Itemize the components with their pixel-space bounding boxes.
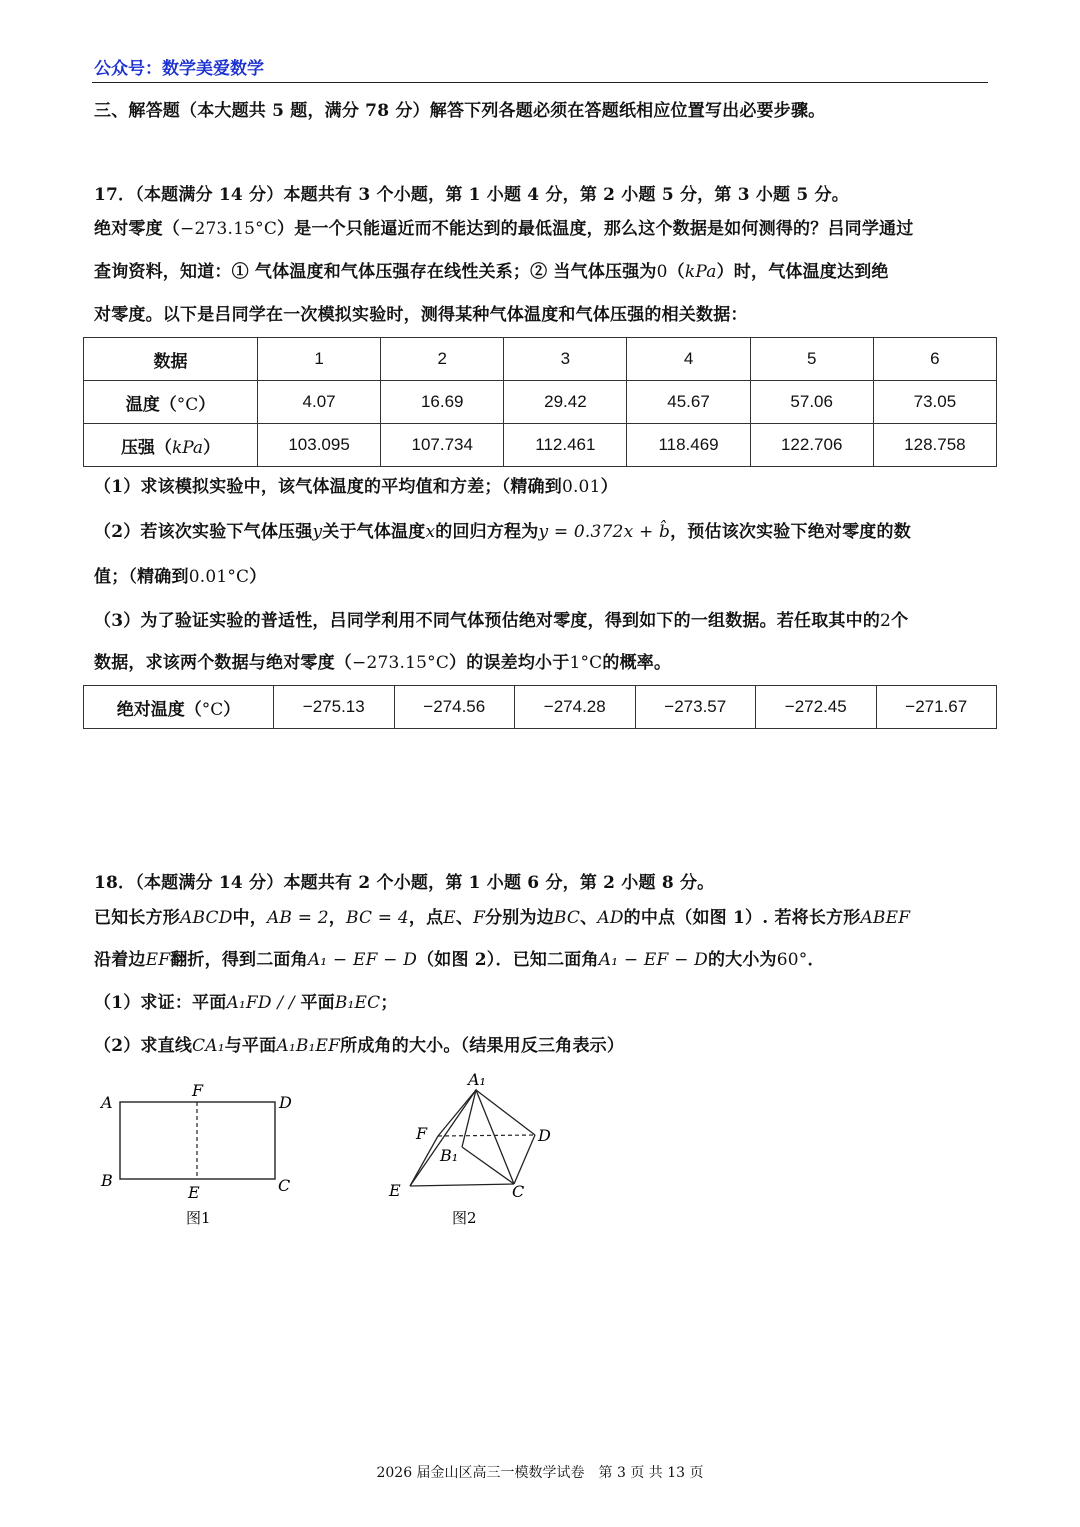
table-cell: 107.734 bbox=[381, 424, 504, 467]
label-a1: A₁ bbox=[468, 1070, 486, 1089]
table-cell: 6 bbox=[873, 338, 996, 381]
header-rule bbox=[92, 82, 988, 83]
table-cell: 29.42 bbox=[504, 381, 627, 424]
label-e: E bbox=[188, 1183, 200, 1202]
q17-sub-3-cont: 数据，求该两个数据与绝对零度（−273.15°C）的误差均小于1°C的概率。 bbox=[94, 653, 672, 673]
q17-sub-2-cont: 值；（精确到0.01°C） bbox=[94, 567, 267, 587]
q17-sub-1: （1）求该模拟实验中，该气体温度的平均值和方差；（精确到0.01） bbox=[94, 477, 618, 497]
table-header-label: 数据 bbox=[84, 338, 258, 381]
table-cell: 57.06 bbox=[750, 381, 873, 424]
edge-ec bbox=[410, 1184, 514, 1186]
table-cell: 118.469 bbox=[627, 424, 750, 467]
label-d: D bbox=[538, 1126, 551, 1145]
table-cell: 16.69 bbox=[381, 381, 504, 424]
table-cell: 2 bbox=[381, 338, 504, 381]
label-c: C bbox=[512, 1182, 525, 1201]
table-cell: −274.28 bbox=[515, 686, 636, 729]
section-title: 三、解答题（本大题共 5 题，满分 78 分）解答下列各题必须在答题纸相应位置写出必要步骤。 bbox=[94, 101, 826, 121]
q17-para-2: 查询资料，知道：① 气体温度和气体压强存在线性关系；② 当气体压强为0（kPa）时，气体温度达到绝 bbox=[94, 262, 889, 282]
q18-heading: 18．（本题满分 14 分）本题共有 2 个小题，第 1 小题 6 分，第 2 小题 8 分。 bbox=[94, 873, 715, 893]
q17-para-3: 对零度。以下是吕同学在一次模拟实验时，测得某种气体温度和气体压强的相关数据： bbox=[94, 305, 748, 325]
figure-1-rectangle bbox=[90, 1075, 320, 1235]
q17-para-1: 绝对零度（−273.15°C）是一个只能逼近而不能达到的最低温度，那么这个数据是如何测得的？吕同学通过 bbox=[94, 219, 914, 239]
page-footer: 2026 届金山区高三一模数学试卷 第 3 页 共 13 页 bbox=[376, 1465, 704, 1481]
q18-para-1: 已知长方形ABCD中，AB = 2，BC = 4，点E、F分别为边BC、AD的中点（如图 1）. 若将长方形ABEF bbox=[94, 908, 911, 928]
q17-sub-3: （3）为了验证实验的普适性，吕同学利用不同气体预估绝对零度，得到如下的一组数据。若任取其中的2个 bbox=[94, 611, 909, 631]
table-row bbox=[84, 424, 997, 467]
figure-1-caption: 图1 bbox=[186, 1209, 211, 1227]
table-row bbox=[84, 338, 997, 381]
table-row-label-pressure: 压强（kPa） bbox=[84, 424, 258, 467]
table-cell: 128.758 bbox=[873, 424, 996, 467]
label-f: F bbox=[416, 1124, 428, 1143]
label-f: F bbox=[192, 1081, 204, 1100]
table-cell: −271.67 bbox=[876, 686, 997, 729]
label-c: C bbox=[278, 1176, 291, 1195]
figure-2-pyramid bbox=[380, 1068, 580, 1235]
table-cell: −272.45 bbox=[756, 686, 877, 729]
label-b: B bbox=[101, 1171, 113, 1190]
label-a: A bbox=[101, 1093, 113, 1112]
table-cell: −273.57 bbox=[635, 686, 756, 729]
table-row bbox=[84, 381, 997, 424]
table-cell: 45.67 bbox=[627, 381, 750, 424]
table-cell: 122.706 bbox=[750, 424, 873, 467]
q18-para-2: 沿着边EF翻折，得到二面角A₁ − EF − D（如图 2）．已知二面角A₁ − EF − D的大小为60°． bbox=[94, 950, 825, 970]
table-cell: 4 bbox=[627, 338, 750, 381]
table-cell: 73.05 bbox=[873, 381, 996, 424]
q17-absolute-temp-table bbox=[83, 685, 997, 729]
q18-sub-1: （1）求证：平面A₁FD / / 平面B₁EC； bbox=[94, 993, 398, 1013]
table-cell: 3 bbox=[504, 338, 627, 381]
label-e: E bbox=[389, 1181, 401, 1200]
header-brand: 公众号：数学美爱数学 bbox=[94, 59, 264, 79]
table-cell: 112.461 bbox=[504, 424, 627, 467]
edge-ef bbox=[410, 1136, 438, 1186]
table-cell: 4.07 bbox=[258, 381, 381, 424]
table-cell: −275.13 bbox=[274, 686, 395, 729]
table-cell: 1 bbox=[258, 338, 381, 381]
dashed-edge-fd bbox=[438, 1135, 535, 1136]
edge-cd bbox=[514, 1135, 535, 1184]
q17-sub-2: （2）若该次实验下气体压强y关于气体温度x的回归方程为y = 0.372x + b̂，预估该次实验下绝对零度的数 bbox=[94, 522, 911, 542]
table-cell: 5 bbox=[750, 338, 873, 381]
label-b1: B₁ bbox=[440, 1146, 459, 1165]
table-cell: 103.095 bbox=[258, 424, 381, 467]
table-row-label-absolute-temp: 绝对温度（°C） bbox=[84, 686, 274, 729]
q17-data-table bbox=[83, 337, 997, 467]
q17-heading: 17．（本题满分 14 分）本题共有 3 个小题，第 1 小题 4 分，第 2 小题 5 分，第 3 小题 5 分。 bbox=[94, 185, 849, 205]
figure-2-caption: 图2 bbox=[452, 1209, 477, 1227]
table-cell: −274.56 bbox=[394, 686, 515, 729]
table-row-label-temperature: 温度（°C） bbox=[84, 381, 258, 424]
label-d: D bbox=[279, 1093, 292, 1112]
q18-sub-2: （2）求直线CA₁与平面A₁B₁EF所成角的大小。（结果用反三角表示） bbox=[94, 1036, 625, 1056]
table-row bbox=[84, 686, 997, 729]
